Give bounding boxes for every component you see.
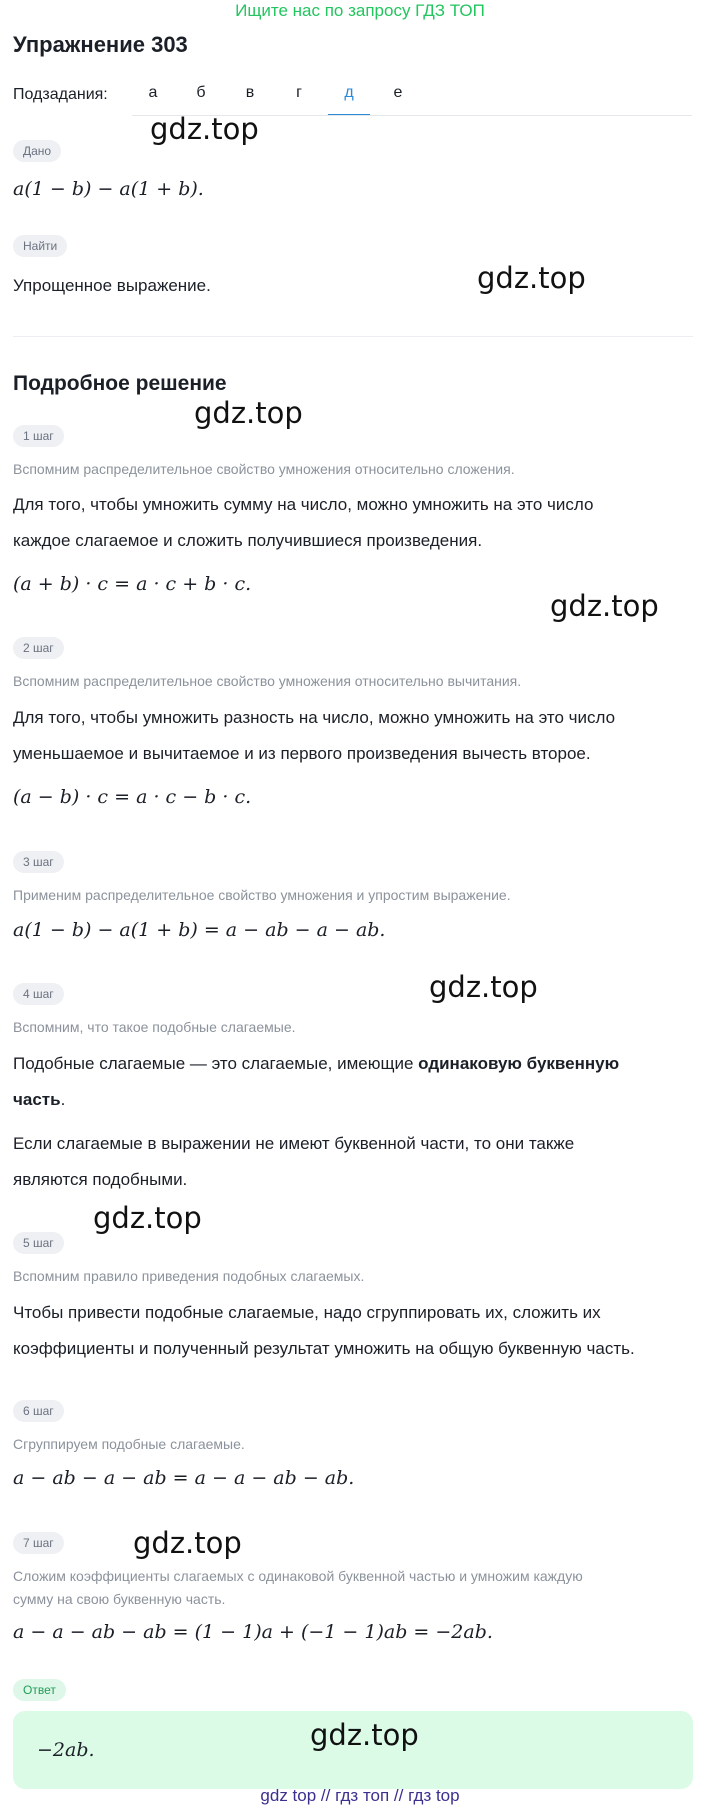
step-7-note-1: Сложим коэффициенты слагаемых с одинаковой буквенной частью и умножим каждую — [13, 1568, 583, 1584]
watermark: gdz.top — [93, 1201, 202, 1235]
step-3-note: Применим распределительное свойство умножения и упростим выражение. — [13, 887, 511, 903]
step-4-note: Вспомним, что такое подобные слагаемые. — [13, 1019, 296, 1035]
watermark: gdz.top — [133, 1526, 242, 1560]
step-7-note-2: сумму на свою буквенную часть. — [13, 1591, 226, 1607]
step-1-text-2: каждое слагаемое и сложить получившиеся произведения. — [13, 531, 483, 550]
step-1-chip: 1 шаг — [13, 425, 64, 447]
tab-e[interactable]: е — [393, 84, 403, 101]
step-4-text-1-bold: одинаковую буквенную — [418, 1054, 620, 1073]
step-6-formula: a − ab − a − ab = a − a − ab − ab. — [13, 1467, 355, 1489]
tab-b[interactable]: б — [196, 84, 206, 101]
step-4-text-2-plain: . — [60, 1090, 66, 1109]
step-4-text-3: Если слагаемые в выражении не имеют буквенной части, то они также — [13, 1134, 575, 1153]
given-chip: Дано — [13, 140, 61, 162]
footer-links[interactable]: gdz top // гдз топ // гдз top — [260, 1786, 460, 1805]
step-1-formula: (a + b) · c = a · c + b · c. — [13, 573, 252, 595]
tab-v[interactable]: в — [245, 84, 255, 101]
watermark: gdz.top — [150, 112, 259, 146]
subtasks-label: Подзадания: — [13, 86, 108, 103]
find-chip: Найти — [13, 235, 67, 257]
step-7-formula: a − a − ab − ab = (1 − 1)a + (−1 − 1)ab = −2ab. — [13, 1621, 493, 1643]
page-title: Упражнение 303 — [13, 32, 188, 57]
solution-title: Подробное решение — [13, 372, 227, 395]
watermark: gdz.top — [194, 396, 303, 430]
step-1-note: Вспомним распределительное свойство умножения относительно сложения. — [13, 461, 515, 477]
given-expression: a(1 − b) − a(1 + b). — [13, 178, 204, 200]
step-4-chip: 4 шаг — [13, 983, 64, 1005]
step-6-note: Сгруппируем подобные слагаемые. — [13, 1436, 245, 1452]
step-1-text-1: Для того, чтобы умножить сумму на число, можно умножить на это число — [13, 495, 594, 514]
watermark: gdz.top — [477, 261, 586, 295]
tab-a[interactable]: а — [148, 84, 158, 101]
watermark: gdz.top — [310, 1718, 419, 1752]
subtask-tabs — [132, 72, 692, 114]
step-4-text-4: являются подобными. — [13, 1170, 188, 1189]
step-2-note: Вспомним распределительное свойство умножения относительно вычитания. — [13, 673, 522, 689]
watermark: gdz.top — [429, 970, 538, 1004]
tab-g[interactable]: г — [296, 84, 302, 101]
search-banner: Ищите нас по запросу ГДЗ ТОП — [235, 1, 485, 20]
step-5-text-2: коэффициенты и полученный результат умножить на общую буквенную часть. — [13, 1339, 635, 1358]
step-7-chip: 7 шаг — [13, 1532, 64, 1554]
step-3-formula: a(1 − b) − a(1 + b) = a − ab − a − ab. — [13, 919, 386, 941]
step-4-text-2 — [13, 1082, 65, 1118]
step-2-text-1: Для того, чтобы умножить разность на число, можно умножить на это число — [13, 708, 616, 727]
step-6-chip: 6 шаг — [13, 1400, 64, 1422]
step-2-formula: (a − b) · c = a · c − b · c. — [13, 786, 252, 808]
step-4-text-1 — [13, 1046, 619, 1082]
step-5-chip: 5 шаг — [13, 1232, 64, 1254]
find-text: Упрощенное выражение. — [13, 276, 211, 295]
answer-chip: Ответ — [13, 1679, 66, 1701]
step-5-note: Вспомним правило приведения подобных слагаемых. — [13, 1268, 365, 1284]
watermark: gdz.top — [550, 589, 659, 623]
step-2-text-2: уменьшаемое и вычитаемое и из первого произведения вычесть второе. — [13, 744, 591, 763]
step-4-text-1-plain: Подобные слагаемые — это слагаемые, имеющие — [13, 1054, 419, 1073]
step-2-chip: 2 шаг — [13, 637, 64, 659]
section-divider — [13, 336, 693, 337]
answer-value: −2ab. — [37, 1739, 95, 1761]
step-3-chip: 3 шаг — [13, 851, 64, 873]
step-4-text-2-bold: часть — [13, 1090, 61, 1109]
step-5-text-1: Чтобы привести подобные слагаемые, надо сгруппировать их, сложить их — [13, 1303, 601, 1322]
tab-d[interactable]: д — [328, 72, 370, 114]
